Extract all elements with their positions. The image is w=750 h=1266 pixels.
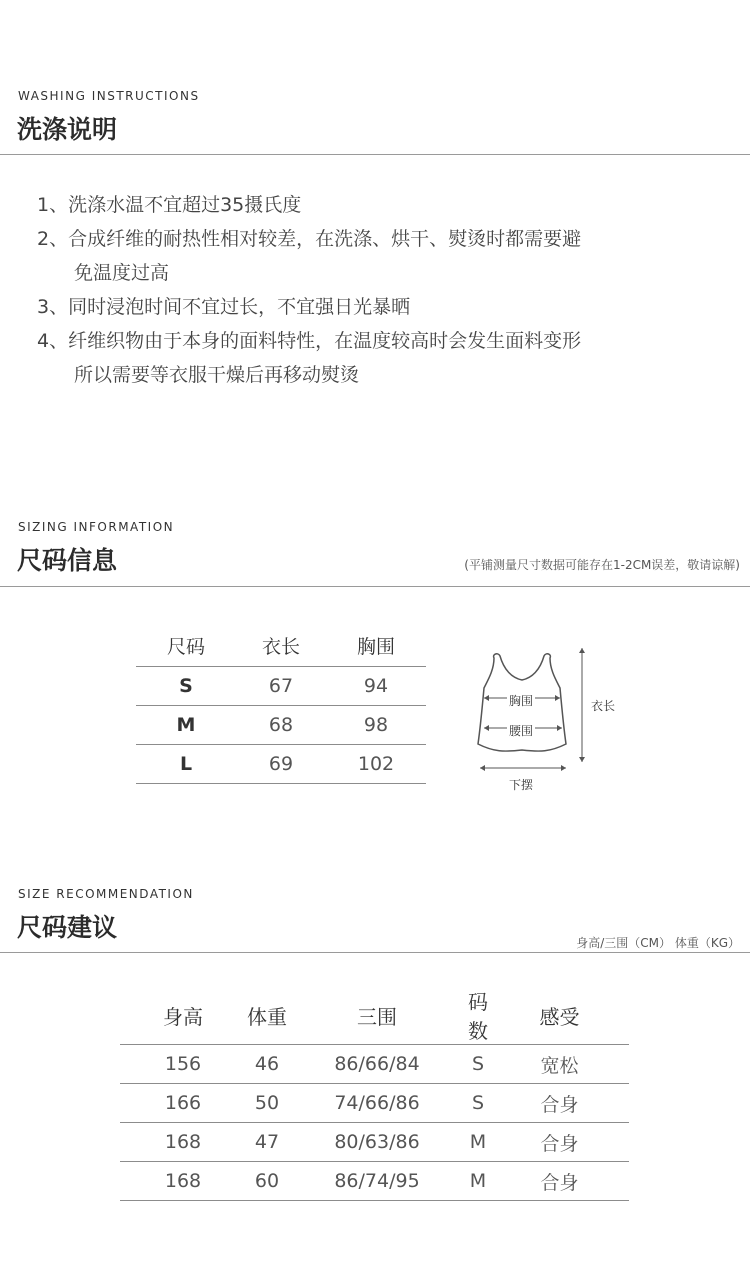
recommendation-cn-title: 尺码建议	[17, 913, 118, 942]
length-cell: 69	[236, 745, 326, 784]
size-cell: M	[136, 706, 236, 745]
washing-en-title: WASHING INSTRUCTIONS	[18, 89, 200, 103]
weight-cell: 60	[246, 1162, 288, 1201]
washing-cn-title: 洗涤说明	[17, 115, 118, 144]
fit-cell: 宽松	[490, 1045, 629, 1084]
size-cell: L	[136, 745, 236, 784]
sizing-table	[136, 624, 426, 784]
sizing-cn-title: 尺码信息	[17, 546, 118, 575]
weight-cell: 46	[246, 1045, 288, 1084]
col-header-height: 身高	[163, 1004, 203, 1029]
size-cell: S	[466, 1084, 490, 1123]
recommendation-divider	[0, 952, 750, 953]
measurements-cell: 80/63/86	[288, 1123, 466, 1162]
recommendation-en-title: SIZE RECOMMENDATION	[18, 887, 194, 901]
table-row	[136, 706, 426, 745]
col-header-size: 尺码	[166, 635, 205, 658]
recommendation-note: 身高/三围（CM） 体重（KG）	[576, 936, 740, 950]
col-header-fit: 感受	[539, 1004, 580, 1029]
recommendation-table	[120, 986, 629, 1201]
washing-item-3: 3、同时浸泡时间不宜过长，不宜强日光暴晒	[37, 296, 411, 318]
recommendation-table-header	[120, 986, 629, 1045]
size-cell: M	[466, 1123, 490, 1162]
weight-cell: 50	[246, 1084, 288, 1123]
chest-cell: 102	[326, 745, 426, 784]
sizing-en-title: SIZING INFORMATION	[18, 520, 175, 534]
diagram-hem-label: 下摆	[509, 778, 534, 792]
measurements-cell: 86/74/95	[288, 1162, 466, 1201]
washing-item-2-cont: 免温度过高	[74, 262, 170, 284]
sizing-divider	[0, 586, 750, 587]
sizing-table-header	[136, 624, 426, 667]
height-cell: 156	[120, 1045, 246, 1084]
washing-instruction-list	[37, 188, 581, 392]
measurements-cell: 86/66/84	[288, 1045, 466, 1084]
table-row	[120, 1045, 629, 1084]
col-header-weight: 体重	[247, 1004, 287, 1029]
height-cell: 166	[120, 1084, 246, 1123]
washing-item-4: 4、纤维织物由于本身的面料特性，在温度较高时会发生面料变形	[37, 330, 582, 352]
tank-top-diagram-icon	[470, 640, 630, 800]
size-cell: S	[466, 1045, 490, 1084]
chest-cell: 98	[326, 706, 426, 745]
col-header-measurements: 三围	[357, 1004, 397, 1029]
diagram-length-label: 衣长	[591, 699, 616, 713]
col-header-chest: 胸围	[356, 635, 395, 658]
diagram-chest-label: 胸围	[509, 694, 534, 708]
table-row	[120, 1084, 629, 1123]
diagram-waist-label: 腰围	[509, 724, 534, 738]
size-cell: M	[466, 1162, 490, 1201]
height-cell: 168	[120, 1123, 246, 1162]
fit-cell: 合身	[490, 1123, 629, 1162]
height-cell: 168	[120, 1162, 246, 1201]
table-row	[136, 667, 426, 706]
fit-cell: 合身	[490, 1162, 629, 1201]
length-cell: 68	[236, 706, 326, 745]
col-header-size: 码数	[468, 990, 488, 1043]
fit-cell: 合身	[490, 1084, 629, 1123]
weight-cell: 47	[246, 1123, 288, 1162]
col-header-length: 衣长	[261, 635, 300, 658]
washing-divider	[0, 154, 750, 155]
table-row	[120, 1123, 629, 1162]
size-cell: S	[136, 667, 236, 706]
table-row	[120, 1162, 629, 1201]
table-row	[136, 745, 426, 784]
washing-item-2: 2、合成纤维的耐热性相对较差，在洗涤、烘干、熨烫时都需要避	[37, 228, 582, 250]
length-cell: 67	[236, 667, 326, 706]
washing-item-4-cont: 所以需要等衣服干燥后再移动熨烫	[74, 364, 360, 386]
washing-item-1: 1、洗涤水温不宜超过35摄氏度	[37, 194, 302, 216]
measurements-cell: 74/66/86	[288, 1084, 466, 1123]
sizing-note: (平铺测量尺寸数据可能存在1-2CM误差，敬请谅解)	[464, 558, 740, 572]
chest-cell: 94	[326, 667, 426, 706]
